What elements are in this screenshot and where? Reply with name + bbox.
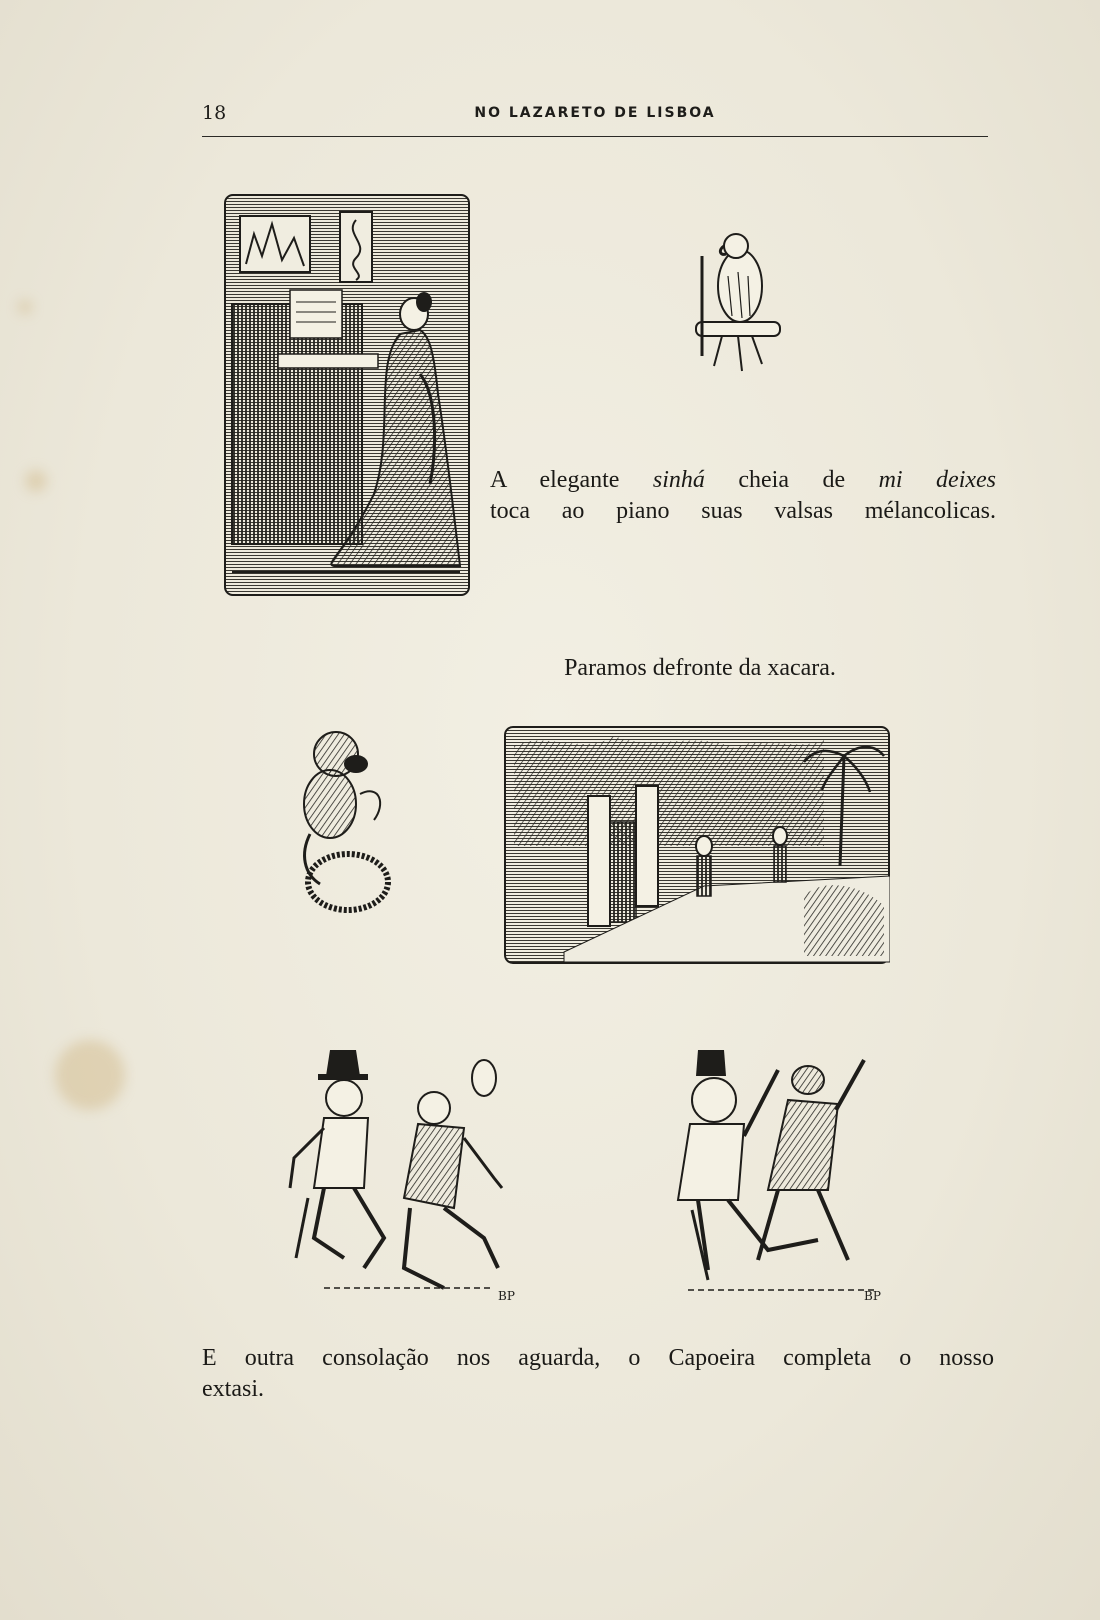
piano-illustration — [224, 194, 470, 596]
caption-capoeira-line1: E outra consolação nos aguarda, o Capoeira completa o nosso — [202, 1345, 994, 1371]
paper-stain — [18, 300, 32, 314]
caption-piano-line2: toca ao piano suas valsas mélancolicas. — [490, 498, 996, 524]
page-number: 18 — [202, 102, 227, 124]
caption-garden: Paramos defronte da xacara. — [564, 655, 836, 681]
caption-piano-line1 — [490, 465, 996, 496]
parrot-illustration — [692, 226, 792, 386]
caption-piano — [490, 465, 996, 527]
running-title: NO LAZARETO DE LISBOA — [474, 105, 716, 121]
caption-capoeira-line2: extasi. — [202, 1376, 264, 1402]
artist-signature: BP — [498, 1289, 515, 1303]
artist-signature: BP — [864, 1289, 881, 1303]
page-header — [202, 98, 988, 137]
italic-phrase: mi deixes — [878, 467, 997, 493]
text-run: A elegante — [490, 467, 653, 493]
garden-illustration — [504, 726, 890, 964]
capoeira-fighters-right — [668, 1040, 908, 1310]
capoeira-fighters-left — [284, 1038, 534, 1308]
paper-stain — [55, 1040, 125, 1110]
monkey-illustration — [290, 724, 400, 924]
italic-word: sinhá — [652, 467, 705, 493]
paper-stain — [25, 470, 47, 492]
caption-capoeira — [202, 1343, 994, 1405]
text-run: cheia de — [704, 467, 879, 493]
